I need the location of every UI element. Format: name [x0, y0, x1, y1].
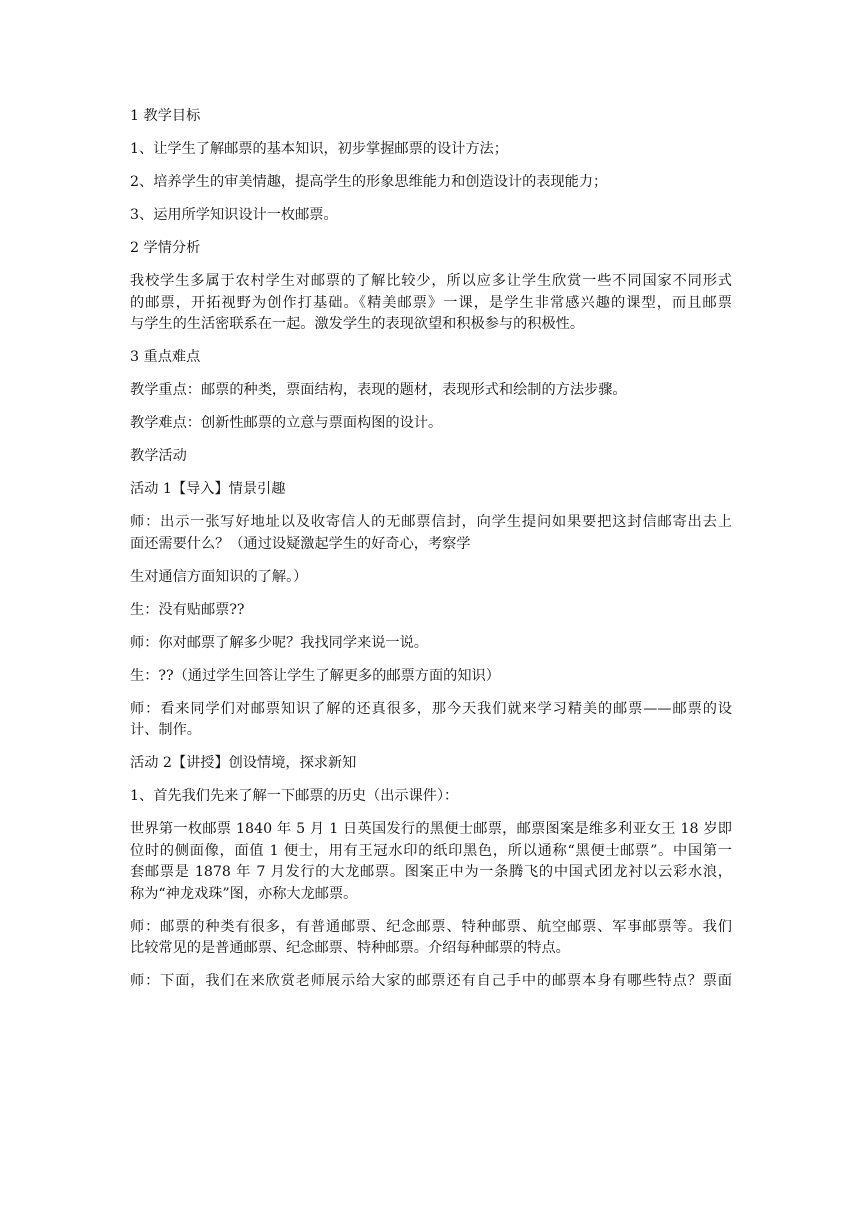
text-line: 世界第一枚邮票 1840 年 5 月 1 日英国发行的黑便士邮票，邮票图案是维多利亚女王 18 岁即 — [130, 821, 732, 837]
text-line: 3 重点难点 — [130, 349, 201, 365]
text-line: 计、制作。 — [130, 722, 201, 738]
teacher-line-4 — [130, 971, 732, 993]
teacher-line-2 — [130, 633, 732, 655]
text-line: 教学难点：创新性邮票的立意与票面构图的设计。 — [130, 415, 443, 431]
text-line: 1 教学目标 — [130, 108, 201, 124]
heading-teaching-activities — [130, 446, 732, 468]
text-line: 面还需要什么？（通过设疑激起学生的好奇心，考察学 — [130, 535, 471, 552]
goal-1 — [130, 139, 732, 161]
text-line: 我校学生多属于农村学生对邮票的了解比较少，所以应多让学生欣赏一些不同国家不同形式 — [130, 273, 732, 289]
goal-3 — [130, 205, 732, 227]
analysis-paragraph — [130, 271, 732, 336]
text-line: 2、培养学生的审美情趣，提高学生的形象思维能力和创造设计的表现能力； — [130, 174, 608, 190]
text-line: 生对通信方面知识的了解。） — [130, 568, 308, 585]
text-line: 师：出示一张写好地址以及收寄信人的无邮票信封，向学生提问如果要把这封信邮寄出去上 — [130, 514, 732, 530]
text-line: 师：你对邮票了解多少呢？我找同学来说一说。 — [130, 634, 428, 651]
student-line-2 — [130, 666, 732, 688]
text-line: 位时的侧面像，面值 1 便士，用有王冠水印的纸印黑色，所以通称“黑便士邮票”。中国第一 — [130, 842, 732, 859]
stamp-history-intro — [130, 786, 732, 808]
teacher-line-1-continued — [130, 567, 732, 589]
text-line: 师：邮票的种类有很多，有普通邮票、纪念邮票、特种邮票、航空邮票、军事邮票等。我们 — [130, 918, 732, 935]
text-line: 教学重点：邮票的种类，票面结构，表现的题材，表现形式和绘制的方法步骤。 — [130, 382, 627, 398]
text-line: 套邮票是 1878 年 7 月发行的大龙邮票。图案正中为一条腾飞的中国式团龙衬以云彩水浪， — [130, 864, 732, 880]
teacher-line-1 — [130, 512, 732, 555]
student-line-1 — [130, 600, 732, 622]
heading-key-points — [130, 347, 732, 369]
text-line: 与学生的生活密联系在一起。激发学生的表现欲望和积极参与的积极性。 — [130, 316, 585, 332]
goal-2 — [130, 172, 732, 194]
text-line: 称为“神龙戏珠”图，亦称大龙邮票。 — [130, 885, 358, 902]
teacher-line-3 — [130, 699, 732, 742]
difficulty-point — [130, 413, 732, 435]
text-line: 1、首先我们先来了解一下邮票的历史（出示课件）： — [130, 788, 459, 804]
text-line: 活动 2【讲授】创设情境，探求新知 — [130, 755, 357, 771]
heading-teaching-goals — [130, 106, 732, 128]
key-point — [130, 380, 732, 402]
text-line: 1、让学生了解邮票的基本知识，初步掌握邮票的设计方法； — [130, 141, 508, 157]
stamp-types-paragraph — [130, 917, 732, 960]
text-line: 师：看来同学们对邮票知识了解的还真很多，那今天我们就来学习精美的邮票——邮票的设 — [130, 700, 732, 717]
text-line: 2 学情分析 — [130, 240, 201, 256]
document-body — [130, 106, 732, 1004]
text-line: 3、运用所学知识设计一枚邮票。 — [130, 207, 338, 223]
text-line: 师：下面，我们在来欣赏老师展示给大家的邮票还有自己手中的邮票本身有哪些特点？票面 — [130, 973, 732, 989]
stamp-history-paragraph — [130, 819, 732, 905]
text-line: 活动 1【导入】情景引趣 — [130, 481, 286, 497]
text-line: 比较常见的是普通邮票、纪念邮票、特种邮票。介绍每种邮票的特点。 — [130, 940, 570, 956]
text-line: 的邮票，开拓视野为创作打基础。《精美邮票》一课，是学生非常感兴趣的课型，而且邮票 — [130, 294, 732, 311]
activity-1-title — [130, 479, 732, 501]
text-line: 生：??（通过学生回答让学生了解更多的邮票方面的知识） — [130, 667, 500, 684]
text-line: 生：没有贴邮票?? — [130, 601, 245, 618]
text-line: 教学活动 — [130, 448, 187, 464]
activity-2-title — [130, 753, 732, 775]
heading-student-analysis — [130, 238, 732, 260]
